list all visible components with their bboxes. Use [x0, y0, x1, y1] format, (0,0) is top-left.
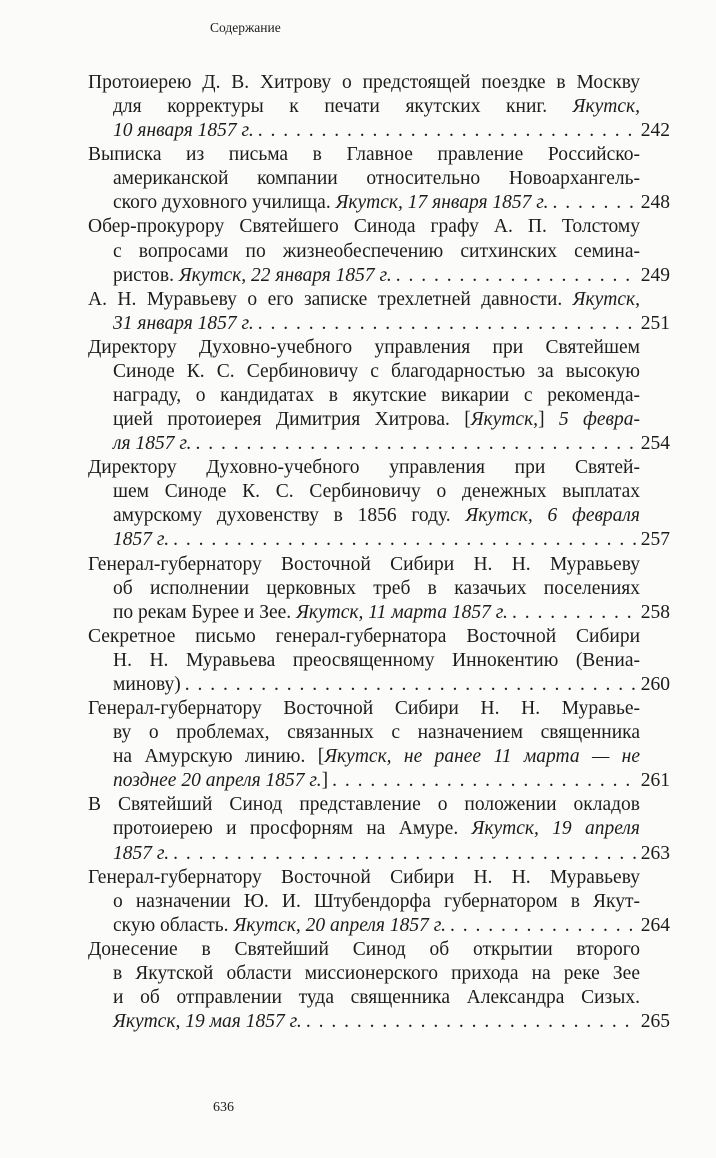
entry-title: по рекам Бурее и Зее.	[113, 601, 297, 623]
toc-entry-line	[88, 625, 640, 649]
dot-leader	[306, 1010, 636, 1034]
entry-title: о назначении Ю. И. Штубендорфа губернатором в Якут-	[113, 890, 640, 912]
toc-entry-line	[88, 1010, 670, 1034]
entry-title: шем Синоде К. С. Сербиновичу о денежных выплатах	[113, 481, 640, 503]
toc-entry[interactable]	[88, 553, 670, 625]
entry-page-number[interactable]: 258	[640, 601, 670, 623]
entry-title: скую область.	[113, 914, 234, 936]
toc-entry-line	[88, 456, 640, 480]
entry-page-number[interactable]: 263	[640, 842, 670, 864]
toc-entry-line	[88, 528, 670, 552]
entry-text	[113, 601, 508, 625]
entry-title: цией протоиерея Димитрия Хитрова. [	[113, 409, 471, 431]
toc-entry-line	[88, 264, 670, 288]
entry-page-number[interactable]: 249	[640, 264, 670, 286]
toc-entry-line	[88, 842, 670, 866]
toc-entry[interactable]	[88, 938, 670, 1034]
entry-title: минову)	[113, 673, 181, 695]
entry-text	[113, 264, 392, 288]
entry-page-number[interactable]: 264	[640, 914, 670, 936]
toc-entry-line	[88, 986, 640, 1010]
toc-entry-line	[88, 601, 670, 625]
toc-entry-line	[88, 577, 640, 601]
entry-text	[113, 312, 254, 336]
entry-page-number[interactable]: 257	[640, 529, 670, 551]
entry-title: на Амурскую линию. [	[113, 746, 325, 768]
entry-text	[113, 842, 169, 866]
entry-title: Генерал-губернатору Восточной Сибири Н. Н. Муравье-	[88, 698, 640, 720]
entry-place-date: Якутск, не ранее 11 марта — не	[324, 746, 640, 768]
toc-entry[interactable]	[88, 456, 670, 552]
toc-entry-line	[88, 432, 670, 456]
toc-entry-line	[88, 167, 640, 191]
entry-text	[113, 673, 181, 697]
toc-entry[interactable]	[88, 697, 670, 793]
entry-title: В Святейший Синод представление о положении окладов	[88, 794, 640, 816]
entry-title: Директору Духовно-учебного управления при Святейшем	[88, 336, 640, 358]
entry-page-number[interactable]: 242	[640, 120, 670, 142]
toc-entry-line	[88, 480, 640, 504]
dot-leader	[173, 528, 636, 552]
toc-entry-line	[88, 721, 640, 745]
entry-title: для корректуры к печати якутских книг.	[113, 96, 573, 118]
entry-page-number[interactable]: 254	[640, 433, 670, 455]
page-number: 636	[213, 1100, 234, 1115]
dot-leader	[173, 842, 636, 866]
toc-entry-line	[88, 408, 640, 432]
toc-entry-line	[88, 938, 640, 962]
entry-title: в Якутской области миссионерского прихода на реке Зее	[113, 962, 640, 984]
entry-text	[113, 119, 254, 143]
entry-place-date: 10 января 1857 г.	[113, 120, 254, 142]
toc-entry-line	[88, 793, 640, 817]
toc-entry-line	[88, 288, 640, 312]
toc-entry-line	[88, 817, 640, 841]
toc-entry-line	[88, 745, 640, 769]
entry-place-date: позднее 20 апреля 1857 г.	[113, 770, 322, 792]
entry-title: амурскому духовенству в 1856 году.	[113, 505, 466, 527]
entry-text	[113, 432, 192, 456]
entry-title: об исполнении церковных треб в казачьих поселениях	[113, 577, 640, 599]
toc-entry[interactable]	[88, 625, 670, 697]
entry-place-date: Якутск, 20 апреля 1857 г.	[233, 914, 446, 936]
dot-leader	[553, 191, 636, 215]
entry-text	[113, 914, 446, 938]
toc-entry-line	[88, 240, 640, 264]
dot-leader	[258, 119, 636, 143]
toc-entry-line	[88, 384, 640, 408]
entry-text	[113, 1010, 302, 1034]
toc-entry[interactable]	[88, 215, 670, 287]
entry-place-date: Якутск, 11 марта 1857 г.	[296, 601, 508, 623]
entry-page-number[interactable]: 265	[640, 1011, 670, 1033]
toc-entry-line	[88, 962, 640, 986]
entry-title: Генерал-губернатору Восточной Сибири Н. Н. Муравьеву	[88, 866, 640, 888]
toc-entry-line	[88, 866, 640, 890]
entry-place-date: 31 января 1857 г.	[113, 312, 254, 334]
toc-entry-line	[88, 215, 640, 239]
toc-entry-line	[88, 673, 670, 697]
running-head: Содержание	[210, 20, 281, 35]
entry-title: Протоиерею Д. В. Хитрову о предстоящей поездке в Москву	[88, 72, 640, 93]
entry-title: награду, о кандидатах в якутские викарии с рекоменда-	[113, 385, 640, 407]
entry-title: ского духовного училища.	[113, 192, 336, 214]
entry-title: ристов.	[113, 264, 179, 286]
entry-place-date: Якутск,	[572, 288, 640, 310]
entry-page-number[interactable]: 261	[640, 770, 670, 792]
entry-title: Обер-прокурору Святейшего Синода графу А. П. Толстому	[88, 216, 640, 238]
dot-leader	[258, 312, 636, 336]
entry-title: ]	[321, 770, 329, 792]
toc-entry[interactable]	[88, 143, 670, 215]
dot-leader	[185, 673, 636, 697]
toc-entry[interactable]	[88, 71, 670, 143]
entry-place-date: 1857 г.	[113, 842, 170, 864]
entry-title: протоиерею и просфорням на Амуре.	[113, 818, 472, 840]
toc-entry-line	[88, 191, 670, 215]
entry-title: ]	[538, 409, 559, 431]
toc-entry-line	[88, 143, 640, 167]
entry-title: американской компании относительно Новоархангель-	[113, 168, 640, 190]
toc-entry[interactable]	[88, 336, 670, 456]
entry-place-date: Якутск,	[470, 409, 539, 431]
entry-title: Донесение в Святейший Синод об открытии второго	[88, 938, 640, 960]
toc-entry-line	[88, 336, 640, 360]
entry-title: Директору Духовно-учебного управления при Святей-	[88, 457, 640, 479]
toc-entry-line	[88, 360, 640, 384]
toc-entry-line	[88, 697, 640, 721]
entry-page-number[interactable]: 260	[640, 673, 670, 695]
entry-text	[113, 769, 328, 793]
dot-leader	[512, 601, 636, 625]
table-of-contents	[88, 71, 670, 1034]
toc-entry-line	[88, 769, 670, 793]
entry-title: Генерал-губернатору Восточной Сибири Н. Н. Муравьеву	[88, 553, 640, 575]
entry-title: Секретное письмо генерал-губернатора Восточной Сибири	[88, 625, 640, 647]
dot-leader	[196, 432, 636, 456]
toc-entry-line	[88, 95, 640, 119]
toc-entry-line	[88, 649, 640, 673]
entry-place-date: Якутск, 22 января 1857 г.	[178, 264, 392, 286]
dot-leader	[332, 769, 636, 793]
entry-place-date: ля 1857 г.	[113, 433, 192, 455]
dot-leader	[396, 264, 636, 288]
entry-title: с вопросами по жизнеобеспечению ситхинских семина-	[113, 240, 640, 262]
toc-entry-line	[88, 312, 670, 336]
entry-title: А. Н. Муравьеву о его записке трехлетней давности.	[88, 288, 573, 310]
toc-entry-line	[88, 553, 640, 577]
entry-place-date: 5 февра-	[558, 409, 640, 431]
toc-entry[interactable]	[88, 288, 670, 336]
entry-place-date: 1857 г.	[113, 529, 170, 551]
toc-entry-line	[88, 504, 640, 528]
entry-title: и об отправлении туда священника Александра Сизых.	[113, 986, 640, 1008]
entry-place-date: Якутск, 19 апреля	[471, 818, 640, 840]
entry-place-date: Якутск, 17 января 1857 г.	[335, 192, 549, 214]
toc-entry-line	[88, 119, 670, 143]
entry-place-date: Якутск,	[572, 96, 640, 118]
entry-page-number[interactable]: 248	[640, 192, 670, 214]
toc-entry-line	[88, 71, 640, 95]
toc-entry[interactable]	[88, 866, 670, 938]
toc-entry-line	[88, 914, 670, 938]
entry-title: Н. Н. Муравьева преосвященному Иннокентию (Вениа-	[113, 649, 640, 671]
entry-title: Выписка из письма в Главное правление Российско-	[88, 144, 640, 166]
entry-text	[113, 191, 549, 215]
toc-entry[interactable]	[88, 793, 670, 865]
entry-page-number[interactable]: 251	[640, 312, 670, 334]
entry-title: Синоде К. С. Сербиновичу с благодарностью за высокую	[113, 360, 640, 382]
entry-place-date: Якутск, 6 февраля	[465, 505, 640, 527]
dot-leader	[450, 914, 636, 938]
toc-entry-line	[88, 890, 640, 914]
entry-title: ву о проблемах, связанных с назначением священника	[113, 722, 640, 744]
entry-place-date: Якутск, 19 мая 1857 г.	[113, 1011, 302, 1033]
entry-text	[113, 528, 169, 552]
